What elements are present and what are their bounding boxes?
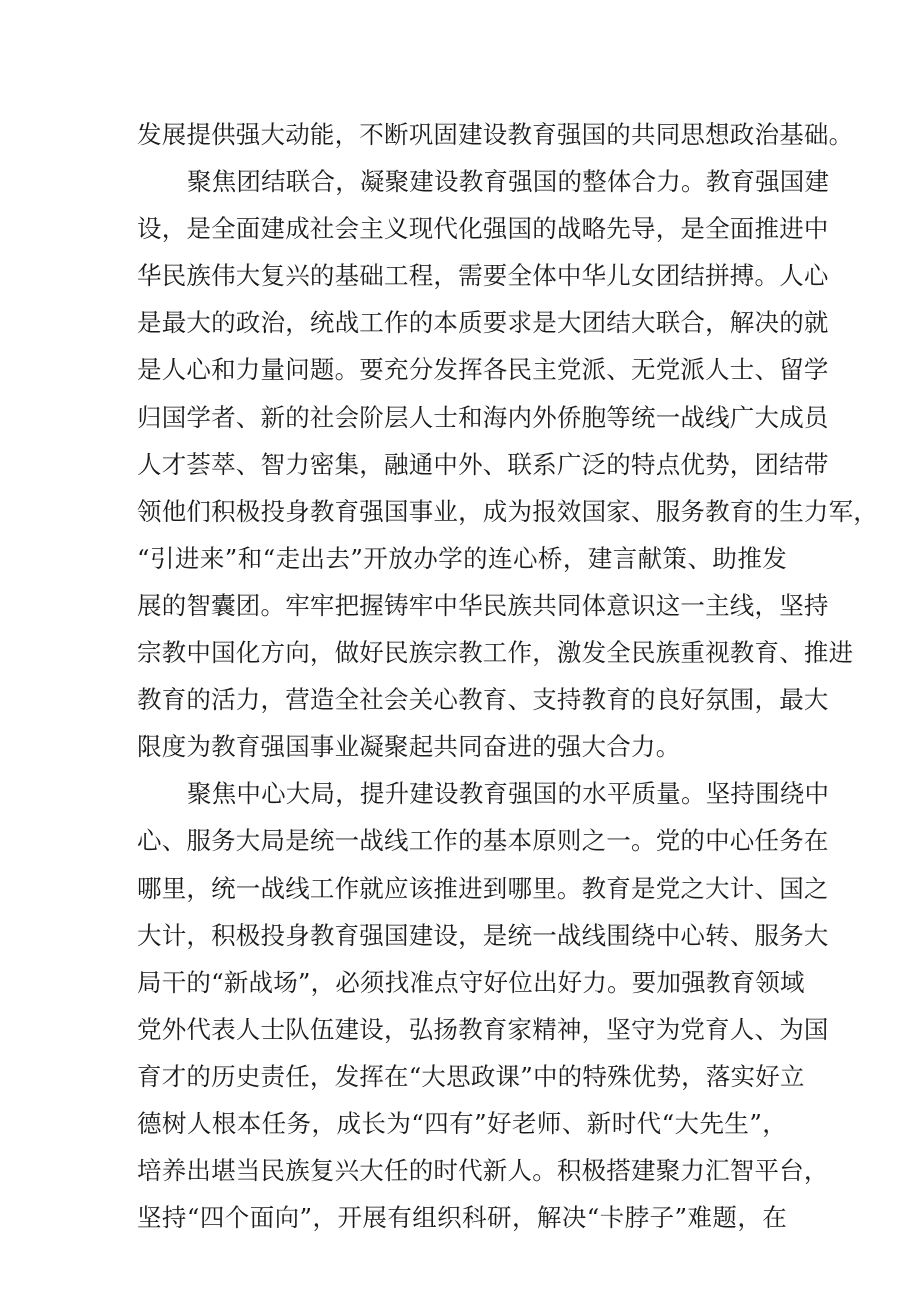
text-line: 展的智囊团。牢牢把握铸牢中华民族共同体意识这一主线，坚持 (137, 590, 829, 620)
text-line: 发展提供强大动能，不断巩固建设教育强国的共同思想政治基础。 (137, 120, 854, 149)
text-line: 领他们积极投身教育强国事业，成为报效国家、服务教育的生力军， (137, 496, 878, 526)
text-line: 人才荟萃、智力密集，融通中外、联系广泛的特点优势，团结带 (137, 449, 829, 479)
text-line: 是最大的政治，统战工作的本质要求是大团结大联合，解决的就 (137, 308, 829, 338)
text-line: 局干的“新战场”，必须找准点守好位出好力。要加强教育领域 (137, 967, 805, 997)
text-line: 是人心和力量问题。要充分发挥各民主党派、无党派人士、留学 (137, 355, 829, 385)
text-line: 哪里，统一战线工作就应该推进到哪里。教育是党之大计、国之 (137, 873, 829, 903)
text-line: 德树人根本任务，成长为“四有”好老师、新时代“大先生”， (137, 1108, 787, 1138)
text-line: 心、服务大局是统一战线工作的基本原则之一。党的中心任务在 (137, 826, 829, 856)
text-line: 设，是全面建成社会主义现代化强国的战略先导，是全面推进中 (137, 214, 829, 244)
body-text (137, 111, 878, 1241)
text-line: “引进来”和“走出去”开放办学的连心桥，建言献策、助推发 (137, 543, 787, 573)
text-line: 坚持“四个面向”，开展有组织科研，解决“卡脖子”难题，在 (137, 1203, 787, 1233)
text-line: 限度为教育强国事业凝聚起共同奋进的强大合力。 (137, 732, 681, 762)
text-line: 培养出堪当民族复兴大任的时代新人。积极搭建聚力汇智平台， (137, 1156, 829, 1186)
text-line: 华民族伟大复兴的基础工程，需要全体中华儿女团结拼搏。人心 (137, 261, 829, 291)
text-line: 宗教中国化方向，做好民族宗教工作，激发全民族重视教育、推进 (137, 638, 854, 668)
text-line: 归国学者、新的社会阶层人士和海内外侨胞等统一战线广大成员 (137, 402, 829, 432)
text-line: 大计，积极投身教育强国建设，是统一战线围绕中心转、服务大 (137, 920, 829, 950)
text-line: 党外代表人士队伍建设，弘扬教育家精神，坚守为党育人、为国 (137, 1014, 829, 1044)
text-line: 聚焦中心大局，提升建设教育强国的水平质量。坚持围绕中 (187, 779, 830, 809)
text-line: 育才的历史责任，发挥在“大思政课”中的特殊优势，落实好立 (137, 1061, 805, 1091)
text-line: 聚焦团结联合，凝聚建设教育强国的整体合力。教育强国建 (187, 167, 830, 197)
text-line: 教育的活力，营造全社会关心教育、支持教育的良好氛围，最大 (137, 685, 829, 715)
